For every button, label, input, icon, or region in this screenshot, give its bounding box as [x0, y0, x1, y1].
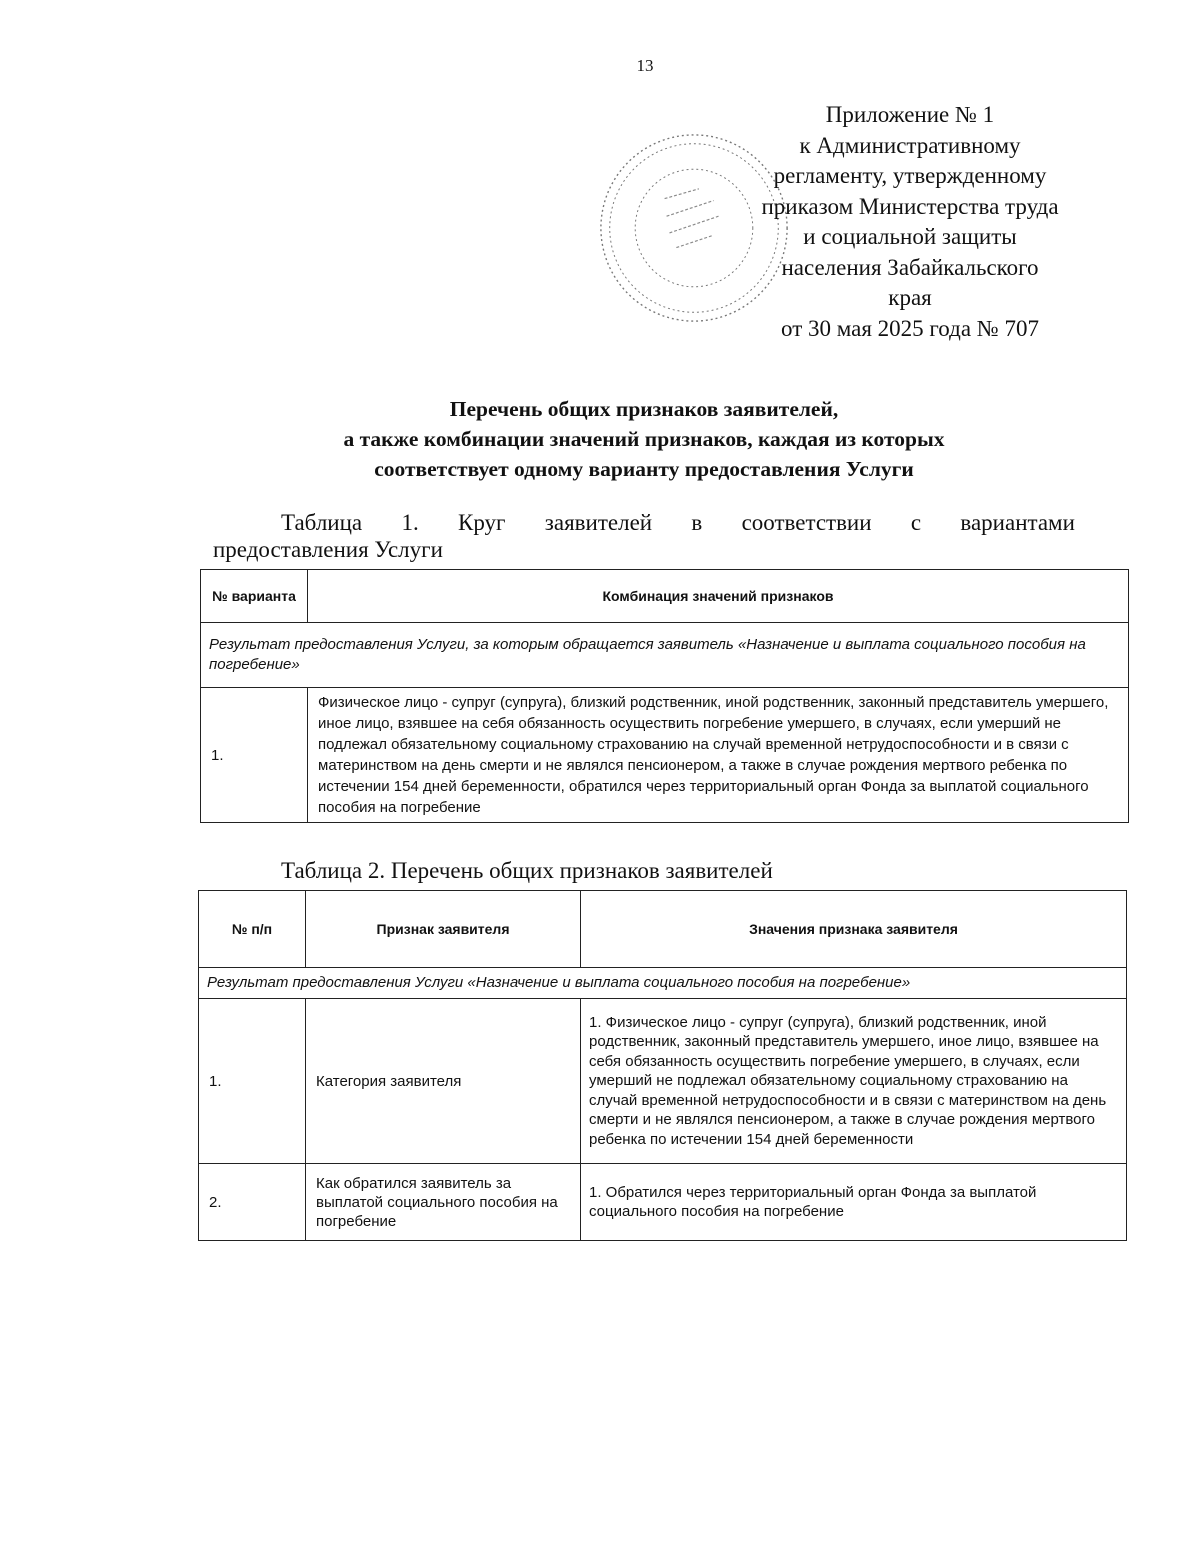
section-result: Результат предоставления Услуги «Назначение и выплата социального пособия на погребение»: [199, 968, 1127, 999]
cell-number: 1.: [199, 999, 306, 1164]
caption-word: в: [691, 510, 703, 535]
document-title: [0, 394, 1200, 484]
caption-word: Таблица: [281, 510, 363, 535]
title-line: а также комбинации значений признаков, каждая из которых: [343, 427, 945, 451]
table1-caption: [213, 509, 1075, 563]
title-line: Перечень общих признаков заявителей,: [449, 397, 839, 421]
header-feature-values: Значения признака заявителя: [581, 891, 1127, 968]
appendix-line: приказом Министерства труда: [761, 193, 1059, 219]
table-header-row: [199, 891, 1127, 968]
page-number: 13: [636, 56, 654, 75]
table-header-row: [201, 570, 1129, 623]
caption-word: Круг: [458, 510, 506, 535]
caption-word: соответствии: [741, 510, 872, 535]
section-row: [201, 623, 1129, 688]
table-features: [198, 890, 1127, 1241]
header-variant-number: № варианта: [201, 570, 308, 623]
table-row: [199, 1164, 1127, 1241]
appendix-line: края: [888, 285, 932, 310]
header-number: № п/п: [199, 891, 306, 968]
appendix-line: от 30 мая 2025 года № 707: [781, 315, 1039, 341]
cell-number: 1.: [201, 688, 308, 823]
appendix-block: [730, 100, 1090, 344]
caption-word: заявителей: [544, 510, 653, 535]
appendix-line: к Административному: [799, 132, 1021, 158]
cell-feature-value: 1. Физическое лицо - супруг (супруга), близкий родственник, иной родственник, законный представитель умершего, иное лицо, взявшее на себя обязанность осуществить погребение умершего, в случаях, если умерший не подлежал обязательному социальному страхованию на случай временной нетрудоспособности и в связи с материнством на день смерти и не являлся пенсионером, а также в случае рождения мертвого ребенка по истечении 154 дней беременности: [581, 999, 1127, 1164]
caption-word: вариантами: [960, 510, 1075, 535]
appendix-line: и социальной защиты: [803, 224, 1017, 249]
header-feature: Признак заявителя: [306, 891, 581, 968]
table-row: [201, 688, 1129, 823]
cell-feature: Категория заявителя: [306, 999, 581, 1164]
table-variants: [200, 569, 1129, 823]
title-line: соответствует одному варианту предоставления Услуги: [374, 457, 914, 481]
table2-caption: Таблица 2. Перечень общих признаков заявителей: [281, 858, 773, 883]
appendix-line: регламенту, утвержденному: [773, 163, 1047, 188]
appendix-line: Приложение № 1: [825, 102, 995, 127]
header-combination: Комбинация значений признаков: [308, 570, 1129, 623]
cell-feature-value: 1. Обратился через территориальный орган Фонда за выплатой социального пособия на погребение: [581, 1164, 1127, 1241]
appendix-line: населения Забайкальского: [781, 254, 1039, 280]
cell-combination: Физическое лицо - супруг (супруга), близкий родственник, иной родственник, законный представитель умершего, иное лицо, взявшее на себя обязанность осуществить погребение умершего, в случаях, если умерший не подлежал обязательному социальному страхованию на случай временной нетрудоспособности и в связи с материнством на день смерти и не являлся пенсионером, а также в случае рождения мертвого ребенка по истечении 154 дней беременности, обратился через территориальный орган Фонда за выплатой социального пособия на погребение: [308, 688, 1129, 823]
cell-feature: Как обратился заявитель за выплатой социального пособия на погребение: [306, 1164, 581, 1241]
table-row: [199, 999, 1127, 1164]
section-result: Результат предоставления Услуги, за которым обращается заявитель «Назначение и выплата социального пособия на погребение»: [201, 623, 1129, 688]
section-row: [199, 968, 1127, 999]
caption-word: с: [910, 510, 922, 535]
caption-word: 1.: [401, 510, 419, 535]
caption-line: предоставления Услуги: [213, 537, 443, 562]
cell-number: 2.: [199, 1164, 306, 1241]
